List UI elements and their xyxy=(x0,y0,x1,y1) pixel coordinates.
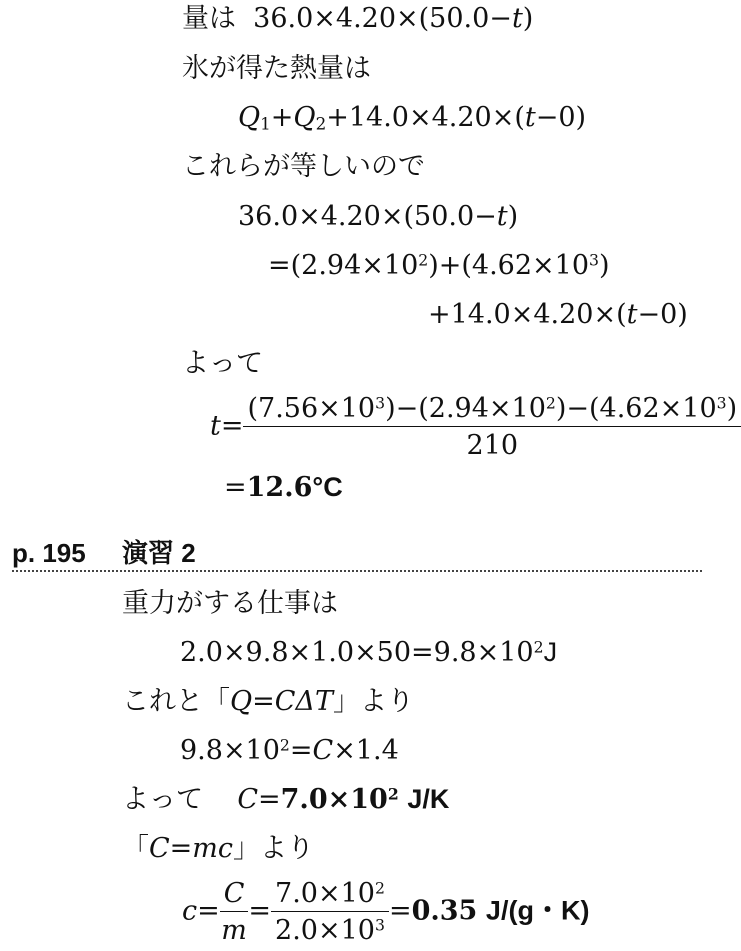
equals: = xyxy=(169,833,193,864)
eq-r1-c: ) xyxy=(599,250,610,281)
eq-left-end: ) xyxy=(507,201,519,232)
exp-3: 3 xyxy=(375,393,386,413)
fraction-denominator: 210 xyxy=(466,430,519,462)
cap-a: 9.8×10 xyxy=(180,735,280,766)
var-C: C xyxy=(312,735,334,766)
var-t: t xyxy=(210,410,221,442)
ice-heat-label: 氷が得た熱量は xyxy=(182,53,371,84)
sub-1: 1 xyxy=(260,113,271,134)
result-unit: °C xyxy=(312,472,343,502)
dotted-divider xyxy=(12,570,702,572)
heat-expr: 36.0×4.20×(50.0− xyxy=(253,3,512,34)
exp-2: 2 xyxy=(545,393,556,413)
var-t: t xyxy=(626,299,638,330)
specific-heat-unit xyxy=(486,896,590,926)
equals: = xyxy=(224,472,247,503)
var-t: t xyxy=(511,3,523,34)
bracket-open: 「 xyxy=(122,833,149,864)
eq-right-1 xyxy=(268,252,610,279)
t-fraction-line xyxy=(210,393,741,461)
var-C: C xyxy=(237,784,259,815)
fraction-denominator xyxy=(271,912,389,946)
work-expr xyxy=(180,639,557,666)
unit-g: g xyxy=(517,895,534,926)
fraction-numerator: C xyxy=(220,878,249,912)
exp-2: 2 xyxy=(279,735,290,755)
delta: Δ xyxy=(295,686,315,717)
var-Q1: Q xyxy=(238,102,261,133)
var-mc: mc xyxy=(192,833,234,864)
capacity-unit: J/K xyxy=(407,784,450,814)
capacity-value: 7.0×10 xyxy=(280,784,388,815)
ice-heat-rest: +14.0×4.20×( xyxy=(326,102,525,133)
equals: = xyxy=(388,895,412,927)
work-expr-text: 2.0×9.8×1.0×50=9.8×10 xyxy=(180,637,534,668)
specific-heat-result xyxy=(182,878,589,946)
plus: + xyxy=(270,102,294,133)
fraction-denominator: m xyxy=(221,915,247,947)
equals: = xyxy=(289,735,313,766)
ref-prefix: これと「 xyxy=(122,686,230,717)
eq-left-expr: 36.0×4.20×(50.0− xyxy=(238,201,497,232)
exp-2: 2 xyxy=(374,878,385,898)
ice-heat-end: −0) xyxy=(535,102,587,133)
equals: = xyxy=(197,895,220,927)
var-C: C xyxy=(274,686,296,717)
cap-c: ×1.4 xyxy=(333,735,399,766)
bracket-close: 」より xyxy=(233,833,315,864)
exp-3: 3 xyxy=(374,915,385,935)
exp-3: 3 xyxy=(589,250,599,270)
num-d: ) xyxy=(726,393,738,424)
num-b: )−(2.94×10 xyxy=(385,393,546,424)
capacity-result xyxy=(122,786,449,813)
eq-r1-a: =(2.94×10 xyxy=(268,250,419,281)
unit-c: ) xyxy=(580,895,590,926)
result-value: 12.6 xyxy=(246,472,313,503)
unit-joule: J xyxy=(543,637,558,667)
equals: = xyxy=(252,686,275,717)
exp-2: 2 xyxy=(387,784,399,804)
equals: = xyxy=(258,784,281,815)
eq-r1-b: )+(4.62×10 xyxy=(428,250,590,281)
exercise-title: 演習 2 xyxy=(122,538,196,568)
num-a: (7.56×10 xyxy=(247,393,376,424)
t-fraction xyxy=(243,393,741,461)
equal-label: これらが等しいので xyxy=(182,151,425,182)
var-C: C xyxy=(149,833,170,864)
t-result xyxy=(224,474,343,501)
c-over-m-fraction xyxy=(220,878,249,946)
exp-2: 2 xyxy=(418,250,429,270)
ice-heat-expr xyxy=(238,102,587,134)
heat-released-line xyxy=(182,5,533,32)
var-t: t xyxy=(524,102,536,133)
var-Q: Q xyxy=(230,686,253,717)
therefore-label: よって xyxy=(182,348,263,379)
var-T: T xyxy=(314,686,333,717)
ref-suffix: 」より xyxy=(332,686,414,717)
equals: = xyxy=(220,410,244,442)
heat-capacity-ref xyxy=(122,688,414,715)
work-label: 重力がする仕事は xyxy=(122,588,338,619)
var-t: t xyxy=(496,201,508,232)
eq-left xyxy=(238,203,518,230)
exp-3: 3 xyxy=(716,393,727,413)
den-text: 2.0×10 xyxy=(275,915,375,947)
unit-dot: ・ xyxy=(533,895,561,926)
specific-heat-value: 0.35 xyxy=(411,895,478,927)
eq-right-2 xyxy=(428,301,688,328)
unit-k: K xyxy=(560,895,581,926)
page-reference: p. 195 xyxy=(12,538,86,568)
num-text: 7.0×10 xyxy=(275,878,375,909)
var-c: c xyxy=(182,895,198,927)
eq-r2-b: −0) xyxy=(637,299,688,330)
fraction-numerator xyxy=(271,878,389,912)
eq-r2-a: +14.0×4.20×( xyxy=(428,299,627,330)
unit-a: J/( xyxy=(485,895,518,926)
var-Q2: Q xyxy=(293,102,316,133)
num-c: )−(4.62×10 xyxy=(555,393,717,424)
heat-expr-end: ) xyxy=(522,3,534,34)
equals: = xyxy=(248,895,272,927)
specific-heat-ref xyxy=(122,835,314,862)
capacity-eq xyxy=(180,737,399,764)
exp-2: 2 xyxy=(533,637,544,657)
heat-prefix: 量は xyxy=(182,3,236,34)
fraction-numerator xyxy=(243,393,741,427)
value-fraction xyxy=(271,878,389,946)
sub-2: 2 xyxy=(315,113,327,134)
therefore: よって xyxy=(122,784,203,815)
